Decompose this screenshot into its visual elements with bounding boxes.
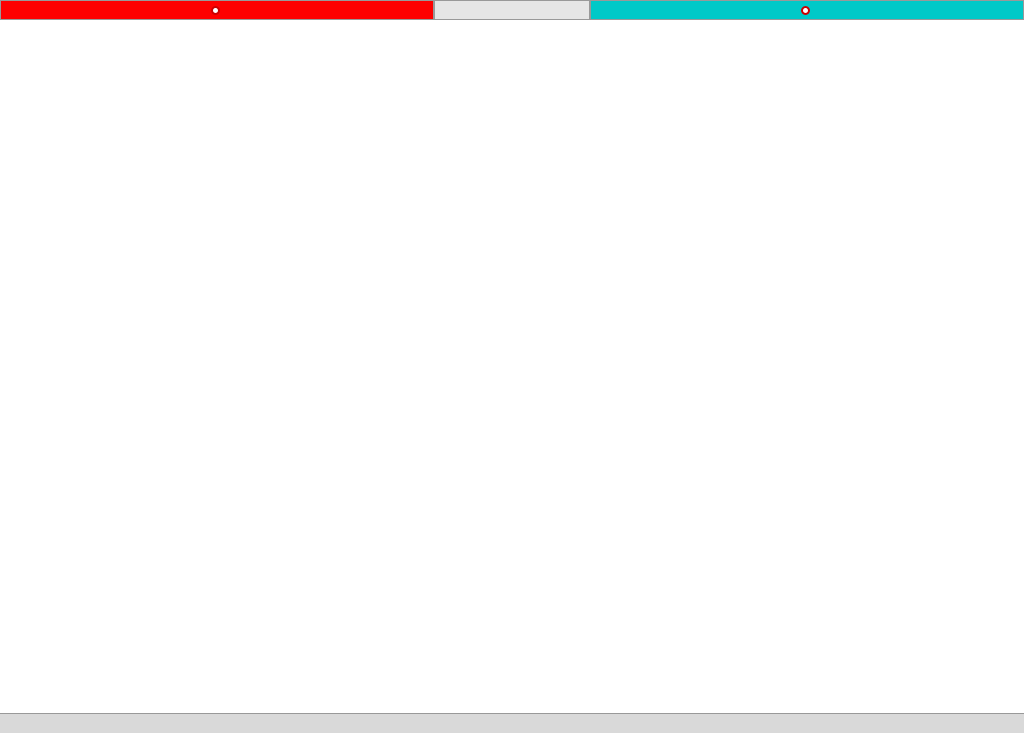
away-team-header xyxy=(590,0,1024,20)
girona-logo-icon xyxy=(211,6,220,15)
referee-header xyxy=(434,0,590,20)
home-team-header xyxy=(0,0,434,20)
footer-note xyxy=(0,713,1024,733)
feyenoord-logo-icon xyxy=(801,6,810,15)
